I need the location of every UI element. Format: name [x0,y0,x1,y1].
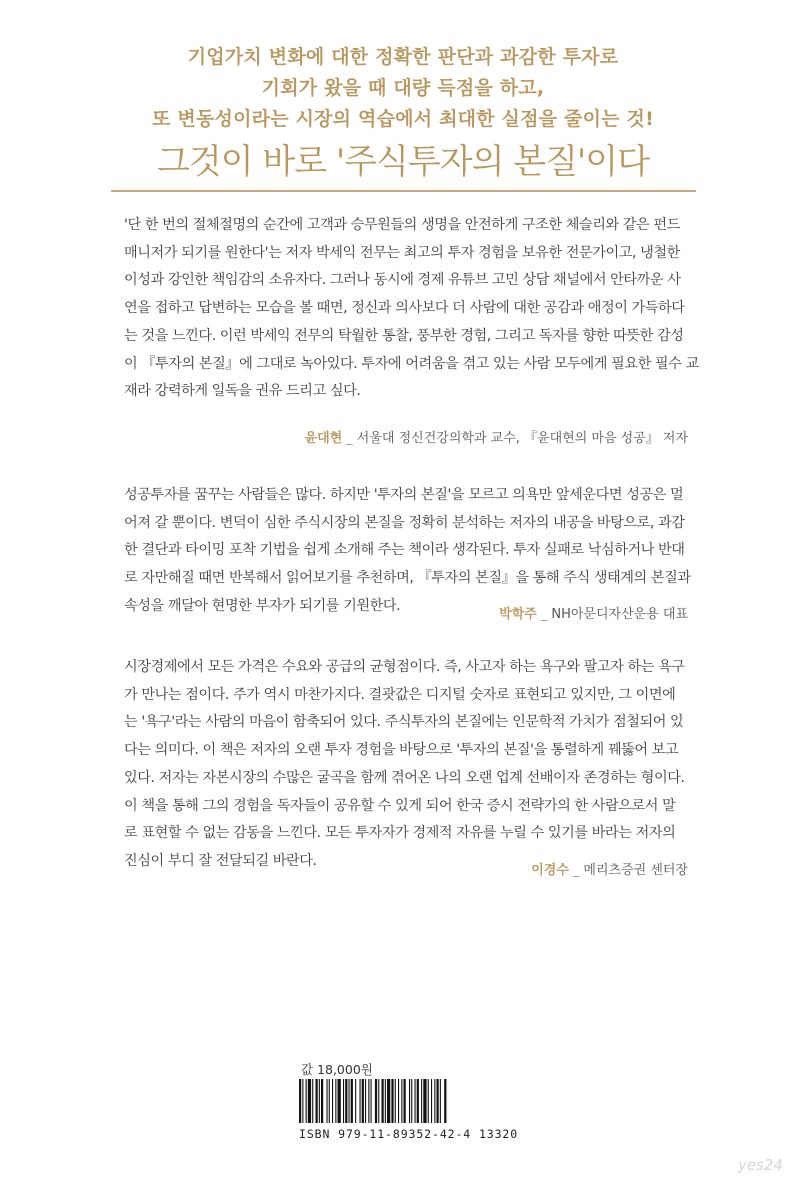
barcode-bar [362,1079,364,1123]
quote-line: 속성을 깨달아 현명한 부자가 되기를 기원한다. [124,597,401,614]
barcode-bar [395,1079,396,1123]
divider [111,190,696,192]
endorsement-attribution-1: 윤대현 _ 서울대 정신건강의학과 교수, 『윤대현의 마음 성공』 저자 [304,431,688,446]
quote-line: 다는 의미다. 이 책은 저자의 오랜 투자 경험을 바탕으로 '투자의 본질'을 통렬하게 꿰뚫어 보고 [124,742,679,759]
endorser-name: 이경수 [531,863,569,878]
watermark-logo: yes24 [738,1156,784,1174]
barcode-bar [316,1079,318,1123]
barcode-bar [440,1079,441,1123]
barcode-bar [434,1079,435,1123]
barcode-bar [365,1079,366,1123]
tagline: 그것이 바로 '주식투자의 본질'이다 [157,142,649,182]
barcode-bar [371,1079,372,1123]
barcode-bar [378,1079,379,1123]
barcode-bar [299,1079,301,1123]
barcode-bar [421,1079,422,1123]
barcode-bar [431,1079,432,1123]
quote-line: 있다. 저자는 자본시장의 수많은 굴곡을 함께 겪어온 나의 오랜 업계 선배이자 존경하는 형이다. [124,769,685,786]
quote-line: 로 자만해질 때면 반복해서 읽어보기를 추천하며, 『투자의 본질』을 통해 주식 생태계의 본질과 [124,570,691,587]
barcode-bar [345,1079,347,1123]
endorsement-quote-1 [124,212,699,406]
quote-line: 이 『투자의 본질』에 그대로 녹아있다. 투자에 어려움을 겪고 있는 사람 모두에게 필요한 필수 교 [124,355,699,372]
barcode-bar [321,1079,323,1123]
barcode-bar [404,1079,406,1123]
barcode [299,1079,517,1123]
barcode-bar [423,1079,426,1123]
barcode-bar [332,1079,333,1123]
endorsement-quote-3 [124,654,687,876]
barcode-bar [368,1079,369,1123]
quote-line: 이성과 강인한 책임감의 소유자다. 그러나 동시에 경제 유튜브 고민 상담 채널에서 안타까운 사 [124,272,681,289]
barcode-bar [343,1079,344,1123]
barcode-bar [308,1079,311,1123]
barcode-bar [437,1079,439,1123]
barcode-bar [409,1079,410,1123]
quote-line: 가 만나는 점이다. 주가 역시 마찬가지다. 결괏값은 디지털 숫자로 표현되고 있지만, 그 이면에 [124,686,676,703]
barcode-bar [417,1079,419,1123]
endorser-role: 메리츠증권 센터장 [583,863,688,878]
barcode-bar [415,1079,416,1123]
quote-line: 시장경제에서 모든 가격은 수요와 공급의 균형점이다. 즉, 사고자 하는 욕구와 팔고자 하는 욕구 [124,659,685,675]
quote-line: 매니저가 되기를 원한다'는 저자 박세익 전무는 최고의 투자 경험을 보유한 전문가이고, 냉철한 [124,244,680,261]
barcode-bar [391,1079,393,1123]
endorser-role: 서울대 정신건강의학과 교수, 『윤대현의 마음 성공』 저자 [356,431,688,446]
quote-line: 는 '욕구'라는 사람의 마음이 함축되어 있다. 주식투자의 본질에는 인문학적 가치가 점철되어 있 [124,714,684,731]
endorsement-quote-2 [124,482,691,621]
barcode-bar [351,1079,353,1123]
quote-line: '단 한 번의 절체절명의 순간에 고객과 승무원들의 생명을 안전하게 구조한 체슬리와 같은 펀드 [124,217,680,233]
barcode-bar [428,1079,429,1123]
barcode-bar [338,1079,341,1123]
barcode-bar [360,1079,361,1123]
endorsement-attribution-3: 이경수 _ 메리츠증권 센터장 [531,863,688,878]
quote-line: 로 표현할 수 없는 감동을 느낀다. 모든 투자자가 경제적 자유를 누릴 수 있기를 바라는 저자의 [124,825,676,842]
barcode-bar [375,1079,377,1123]
barcode-bar [319,1079,320,1123]
headline-line: 기업가치 변화에 대한 정확한 판단과 과감한 투자로 [187,46,619,68]
quote-line: 연을 접하고 답변하는 모습을 볼 때면, 정신과 의사보다 더 사람에 대한 공감과 애정이 가득하다 [124,300,685,317]
quote-line: 이 책을 통해 그의 경험을 독자들이 공유할 수 있게 되어 한국 증시 전략가의 한 사람으로서 말 [124,797,676,814]
headline [0,42,806,135]
endorser-name: 박학주 [499,607,537,622]
barcode-bar [398,1079,399,1123]
price-label: 값 18,000원 [301,1062,373,1077]
quote-line: 는 것을 느낀다. 이런 박세익 전무의 탁월한 통찰, 풍부한 경험, 그리고 독자를 향한 따뜻한 감성 [124,327,684,344]
barcode-bar [444,1079,446,1123]
endorsement-attribution-2: 박학주 _ NH아문디자산운용 대표 [499,607,688,622]
quote-line: 한 결단과 타이밍 포착 기법을 쉽게 소개해 주는 책이라 생각된다. 투자 실패로 낙심하거나 반대 [124,542,685,559]
barcode-bar [411,1079,412,1123]
quote-line: 성공투자를 꿈꾸는 사람들은 많다. 하지만 '투자의 본질'을 모르고 의욕만 앞세운다면 성공은 멀 [124,487,684,503]
barcode-bar [382,1079,384,1123]
barcode-bar [327,1079,328,1123]
barcode-bar [387,1079,390,1123]
headline-line: 기회가 왔을 때 대량 득점을 하고, [261,77,545,99]
headline-line: 또 변동성이라는 시장의 역습에서 최대한 실점을 줄이는 것! [152,108,654,130]
barcode-bar [355,1079,356,1123]
barcode-bar [349,1079,350,1123]
isbn-number: ISBN 979-11-89352-42-4 13320 [299,1127,519,1141]
barcode-bar [335,1079,336,1123]
quote-line: 어져 갈 뿐이다. 변덕이 심한 주식시장의 본질을 정확히 분석하는 저자의 내공을 바탕으로, 과감 [124,514,685,531]
barcode-bar [385,1079,386,1123]
barcode-bar [306,1079,307,1123]
quote-line: 진심이 부디 잘 전달되길 바란다. [124,852,317,869]
barcode-bar [312,1079,313,1123]
barcode-bar [329,1079,330,1123]
endorser-role: NH아문디자산운용 대표 [551,607,688,622]
endorser-name: 윤대현 [304,431,343,446]
quote-line: 재라 강력하게 일독을 권유 드리고 싶다. [124,383,361,400]
barcode-bar [401,1079,402,1123]
barcode-bar [302,1079,303,1123]
